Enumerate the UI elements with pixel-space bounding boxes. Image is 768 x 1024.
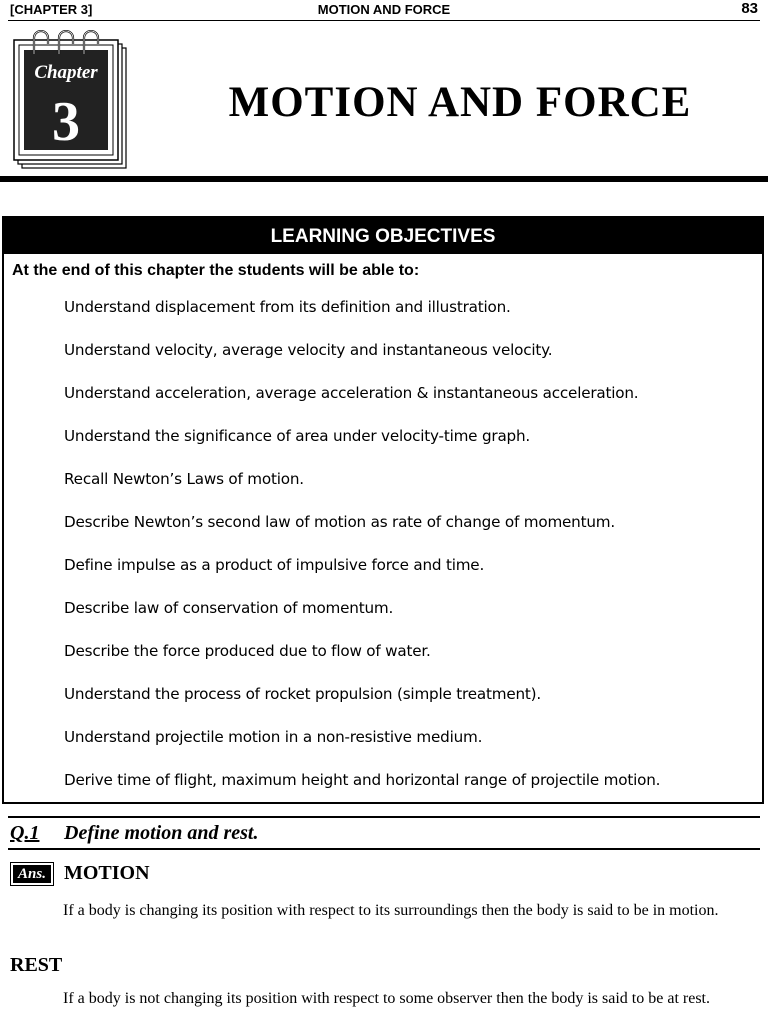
running-header-title: MOTION AND FORCE bbox=[317, 2, 451, 17]
objective-item: Understand projectile motion in a non-resistive medium. bbox=[64, 728, 483, 746]
answer-label: Ans. bbox=[13, 865, 51, 883]
motion-heading: MOTION bbox=[64, 862, 150, 884]
learning-objectives-box bbox=[2, 216, 764, 804]
objective-item: Describe the force produced due to flow of water. bbox=[64, 642, 431, 660]
objective-item: Understand the process of rocket propulsion (simple treatment). bbox=[64, 685, 542, 703]
running-header bbox=[0, 0, 768, 22]
motion-definition: If a body is changing its position with respect to its surroundings then the body is said to be in motion. bbox=[63, 902, 719, 919]
running-header-chapter: [CHAPTER 3] bbox=[10, 2, 93, 17]
learning-objectives-intro: At the end of this chapter the students will be able to: bbox=[12, 262, 420, 279]
header-divider bbox=[8, 20, 760, 21]
question-number: Q.1 bbox=[10, 822, 40, 844]
objective-item: Understand acceleration, average acceleration & instantaneous acceleration. bbox=[64, 384, 639, 402]
page-number: 83 bbox=[741, 0, 758, 17]
question-bottom-rule bbox=[8, 848, 760, 850]
objective-item: Define impulse as a product of impulsive force and time. bbox=[64, 556, 485, 574]
rest-definition: If a body is not changing its position with respect to some observer then the body is said to be at rest. bbox=[63, 990, 710, 1007]
answer-badge bbox=[10, 862, 54, 886]
chapter-calendar-icon bbox=[12, 30, 130, 172]
chapter-title: MOTION AND FORCE bbox=[228, 79, 692, 126]
question-text: Define motion and rest. bbox=[64, 822, 259, 844]
chapter-label: Chapter bbox=[34, 62, 98, 83]
chapter-title-rule bbox=[0, 176, 768, 182]
rest-heading: REST bbox=[10, 954, 63, 976]
objective-item: Understand displacement from its definition and illustration. bbox=[64, 298, 511, 316]
chapter-number: 3 bbox=[52, 91, 80, 153]
question-heading bbox=[10, 822, 258, 845]
objective-item: Recall Newton’s Laws of motion. bbox=[64, 470, 304, 488]
learning-objectives-list bbox=[64, 296, 660, 812]
objective-item: Understand velocity, average velocity and instantaneous velocity. bbox=[64, 341, 553, 359]
question-top-rule bbox=[8, 816, 760, 818]
objective-item: Derive time of flight, maximum height and horizontal range of projectile motion. bbox=[64, 771, 661, 789]
objective-item: Understand the significance of area under velocity-time graph. bbox=[64, 427, 531, 445]
objective-item: Describe law of conservation of momentum. bbox=[64, 599, 394, 617]
objective-item: Describe Newton’s second law of motion as rate of change of momentum. bbox=[64, 513, 616, 531]
learning-objectives-heading: LEARNING OBJECTIVES bbox=[4, 218, 762, 254]
